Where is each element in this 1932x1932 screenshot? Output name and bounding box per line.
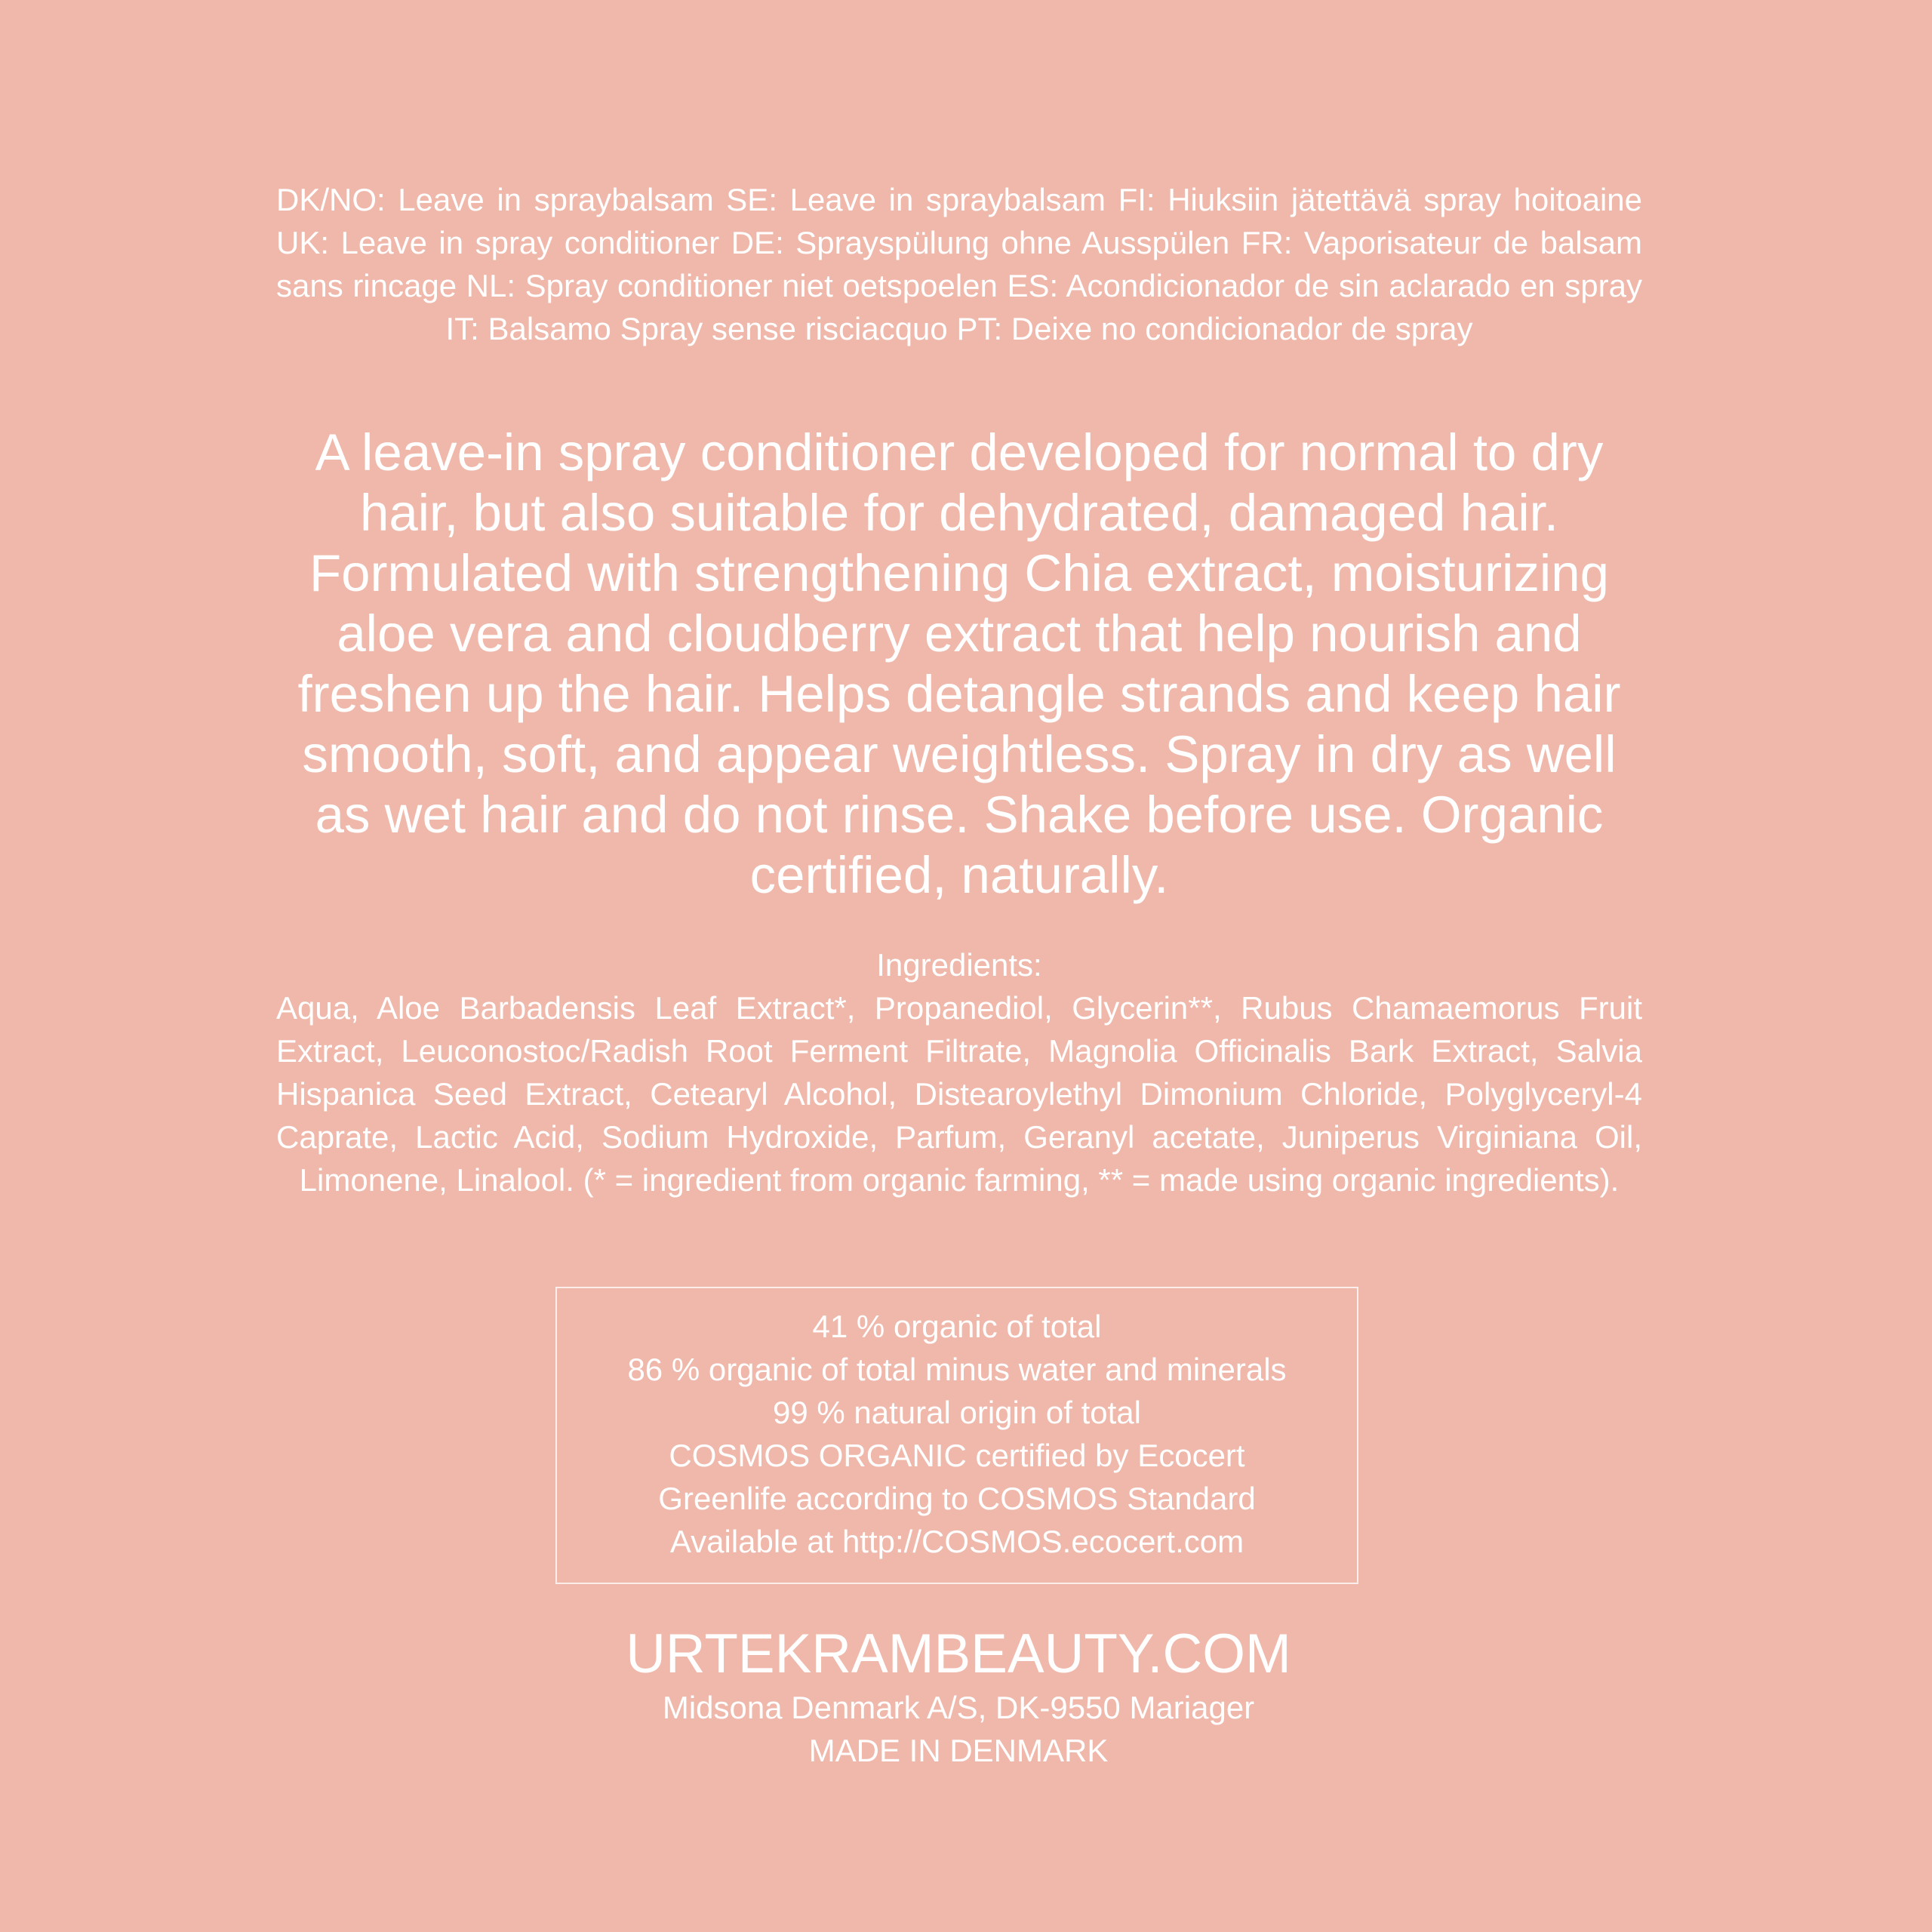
description-text: A leave-in spray conditioner developed for normal to dry hair, but also suitable for dehydrated, damaged hair. Formulated with strengthening Chia extract, moisturizing aloe vera and cloudberry extract that help nourish and freshen up the hair. Helps detangle strands and keep hair smooth, soft, and appear weightless. Spray in dry as well as wet hair and do not rinse. Shake before use. Organic certified, naturally. [297,423,1621,904]
product-name-translations [276,178,1642,350]
footer [438,1623,1479,1772]
website-url: URTEKRAMBEAUTY.COM [626,1623,1291,1684]
company-address: Midsona Denmark A/S, DK-9550 Mariager [662,1690,1255,1725]
country-of-origin: MADE IN DENMARK [808,1733,1109,1768]
translations-text: DK/NO: Leave in spraybalsam SE: Leave in spraybalsam FI: Hiuksiin jätettävä spray hoitoaine UK: Leave in spray conditioner DE: Sprayspülung ohne Ausspülen FR: Vaporisateur de balsam sans rincage NL: Spray conditioner niet oetspoelen ES: Acondicionador de sin aclarado en spray IT: Balsamo Spray sense risciacquo PT: Deixe no condicionador de spray [276,182,1642,346]
product-description [272,423,1647,906]
organic-line: 99 % natural origin of total [773,1395,1141,1430]
ingredients-list: Aqua, Aloe Barbadensis Leaf Extract*, Propanediol, Glycerin**, Rubus Chamaemorus Fruit Extract, Leuconostoc/Radish Root Ferment Filtrate, Magnolia Officinalis Bark Extract, Salvia Hispanica Seed Extract, Cetearyl Alcohol, Distearoylethyl Dimonium Chloride, Polyglyceryl-4 Caprate, Lactic Acid, Sodium Hydroxide, Parfum, Geranyl acetate, Juniperus Virginiana Oil, Limonene, Linalool. (* = ingredient from organic farming, ** = made using organic ingredients). [276,990,1642,1198]
ingredients-title: Ingredients: [876,947,1042,983]
organic-line: Available at http://COSMOS.ecocert.com [669,1524,1244,1559]
ingredients-section [276,943,1642,1201]
organic-certification-box [555,1287,1358,1584]
organic-line: 41 % organic of total [812,1309,1102,1344]
organic-line: COSMOS ORGANIC certified by Ecocert [669,1438,1245,1473]
organic-line: Greenlife according to COSMOS Standard [658,1481,1256,1516]
organic-line: 86 % organic of total minus water and minerals [627,1352,1287,1387]
